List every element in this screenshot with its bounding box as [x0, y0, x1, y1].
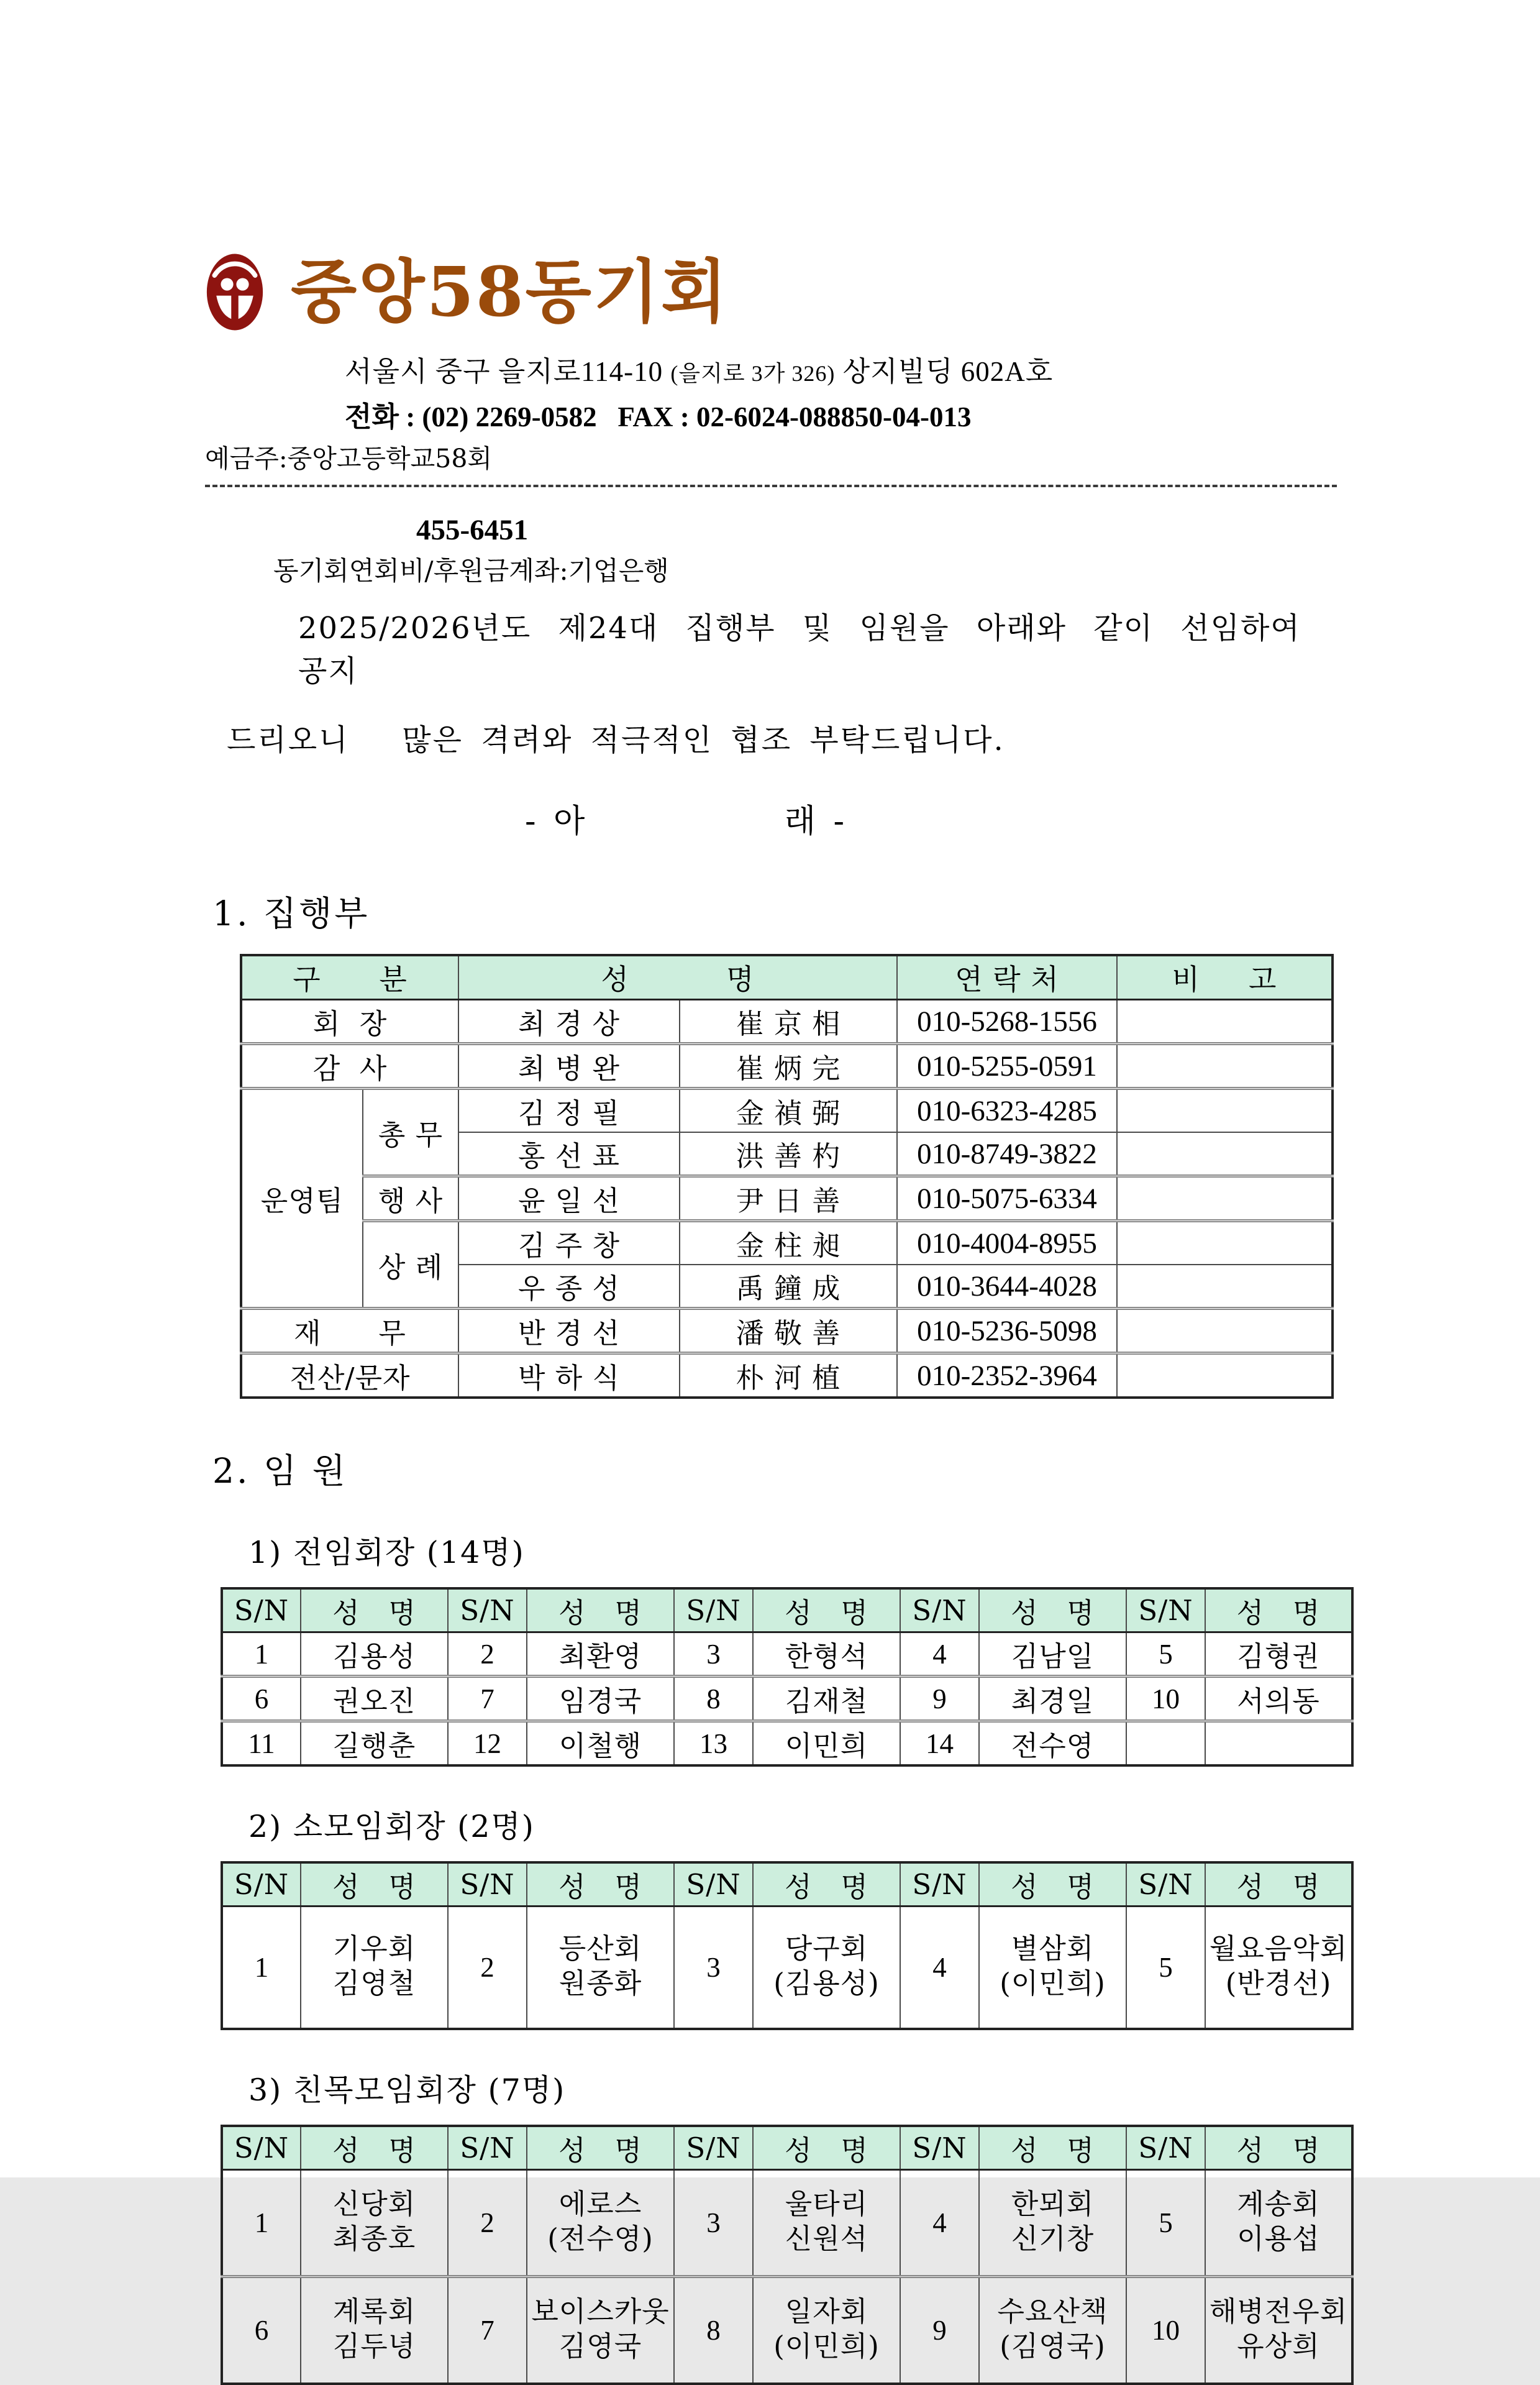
club-name: 등산회	[558, 1931, 642, 1965]
name-cell: 김남일	[979, 1632, 1126, 1677]
account-holder-line: 예금주:중앙고등학교58회	[205, 444, 493, 474]
name-cell: 김 주 창	[458, 1221, 680, 1265]
sn-header: S/N	[448, 2126, 527, 2170]
name-header: 성 명	[527, 1862, 674, 1907]
sn-cell: 5	[1126, 1632, 1205, 1677]
sn-cell: 1	[222, 2170, 301, 2277]
section1-heading: 1. 집행부	[212, 894, 370, 933]
name-cell: 최 병 완	[458, 1044, 680, 1089]
club-name-cell	[979, 1907, 1126, 2030]
sn-cell: 4	[900, 1907, 979, 2030]
sn-header: S/N	[222, 1862, 301, 1907]
past-row-2	[222, 1677, 1352, 1721]
club-name-cell	[753, 2277, 900, 2384]
hanja-cell: 禹 鐘 成	[680, 1265, 897, 1309]
club-president: (반경선)	[1225, 1967, 1332, 2000]
sn-header: S/N	[222, 1588, 301, 1632]
club-name-cell	[527, 2277, 674, 2384]
club-name: 수요산책	[997, 2294, 1108, 2328]
dues-account-line: 동기회연회비/후원금계좌:기업은행	[273, 556, 669, 586]
address-line	[345, 349, 1341, 389]
sn-header: S/N	[1126, 2126, 1205, 2170]
note-cell	[1117, 1176, 1333, 1221]
sn-cell: 2	[448, 1907, 527, 2030]
club-name-cell	[527, 2170, 674, 2277]
address-parenthetical: (을지로 3가 326)	[670, 361, 836, 386]
dashed-separator	[205, 485, 1337, 487]
sn-cell: 2	[448, 2170, 527, 2277]
sn-cell: 4	[900, 2170, 979, 2277]
social-header-row	[222, 2126, 1352, 2170]
name-cell: 한형석	[753, 1632, 900, 1677]
sn-cell: 5	[1126, 1907, 1205, 2030]
role-cell: 회 장	[241, 1000, 458, 1044]
sn-cell: 5	[1126, 2170, 1205, 2277]
sn-cell: 11	[222, 1721, 301, 1766]
letterhead	[205, 245, 1341, 339]
club-name-cell	[301, 2277, 448, 2384]
sn-header: S/N	[674, 1588, 753, 1632]
note-cell	[1117, 1000, 1333, 1044]
phone-cell: 010-5268-1556	[897, 1000, 1117, 1044]
executive-table	[240, 954, 1334, 1399]
hanja-cell: 洪 善 杓	[680, 1132, 897, 1176]
note-cell	[1117, 1089, 1333, 1133]
name-cell: 김형권	[1205, 1632, 1352, 1677]
club-name: 신당회	[332, 2187, 416, 2220]
club-name-cell	[1205, 2277, 1352, 2384]
notice-paragraph-line1: 2025/2026년도 제24대 집행부 및 임원을 아래와 같이 선임하여 공지	[298, 611, 1301, 689]
subrole-cell: 행 사	[363, 1176, 458, 1221]
club-name-cell	[979, 2170, 1126, 2277]
club-president: (김용성)	[773, 1967, 880, 2000]
sn-header: S/N	[900, 1588, 979, 1632]
sn-header: S/N	[1126, 1588, 1205, 1632]
name-cell: 반 경 선	[458, 1309, 680, 1353]
social-presidents-table	[221, 2125, 1354, 2385]
name-cell	[1205, 1721, 1352, 1766]
club-name: 울타리	[785, 2187, 868, 2220]
sn-cell: 9	[900, 1677, 979, 1721]
club-president: (전수영)	[547, 2222, 654, 2255]
name-cell: 김 정 필	[458, 1089, 680, 1133]
exec-header-row	[241, 955, 1333, 1000]
club-name: 보이스카웃	[531, 2294, 670, 2328]
header-name: 성 명	[458, 955, 897, 1000]
sn-cell: 14	[900, 1721, 979, 1766]
club-president: 이용섭	[1237, 2222, 1320, 2255]
club-name: 일자회	[785, 2294, 868, 2328]
phone-cell: 010-8749-3822	[897, 1132, 1117, 1176]
name-header: 성 명	[301, 2126, 448, 2170]
phone-cell: 010-5255-0591	[897, 1044, 1117, 1089]
sn-cell: 6	[222, 1677, 301, 1721]
note-cell	[1117, 1309, 1333, 1353]
phone-cell: 010-2352-3964	[897, 1353, 1117, 1398]
club-presidents-title: 2) 소모임회장 (2명)	[248, 1809, 535, 1844]
header-category: 구 분	[241, 955, 458, 1000]
account-number: 455-6451	[416, 514, 529, 546]
note-cell	[1117, 1044, 1333, 1089]
phone-cell: 010-6323-4285	[897, 1089, 1117, 1133]
club-name-cell	[979, 2277, 1126, 2384]
exec-row-ops-events	[241, 1176, 1333, 1221]
club-president: (이민희)	[773, 2330, 880, 2363]
role-cell: 전산/문자	[241, 1353, 458, 1398]
sn-header: S/N	[448, 1588, 527, 1632]
club-name-cell	[527, 1907, 674, 2030]
club-president: 김두녕	[332, 2330, 416, 2363]
address-main: 서울시 중구 을지로114-10	[345, 356, 671, 387]
exec-row-ops-funeral1	[241, 1221, 1333, 1265]
club-name: 에로스	[558, 2187, 642, 2220]
sn-header: S/N	[448, 1862, 527, 1907]
school-emblem-icon	[205, 249, 265, 336]
club-header-row	[222, 1862, 1352, 1907]
note-cell	[1117, 1265, 1333, 1309]
sn-header: S/N	[674, 1862, 753, 1907]
sn-cell: 6	[222, 2277, 301, 2384]
name-cell: 윤 일 선	[458, 1176, 680, 1221]
phone-fax-line: 전화 : (02) 2269-0582 FAX : 02-6024-088850-04-013	[345, 401, 972, 433]
sn-cell: 7	[448, 1677, 527, 1721]
name-header: 성 명	[979, 1588, 1126, 1632]
hanja-cell: 崔 炳 完	[680, 1044, 897, 1089]
club-name: 별삼회	[1011, 1931, 1095, 1965]
past-row-3	[222, 1721, 1352, 1766]
name-cell: 최경일	[979, 1677, 1126, 1721]
club-name-cell	[301, 2170, 448, 2277]
sn-cell: 8	[674, 1677, 753, 1721]
role-cell: 재 무	[241, 1309, 458, 1353]
club-name: 월요음악회	[1209, 1931, 1348, 1965]
club-row-1	[222, 1907, 1352, 2030]
sn-cell: 10	[1126, 2277, 1205, 2384]
club-presidents-table	[221, 1861, 1354, 2030]
subrole-cell: 총 무	[363, 1089, 458, 1176]
name-cell: 김용성	[301, 1632, 448, 1677]
past-presidents-title: 1) 전임회장 (14명)	[248, 1535, 525, 1570]
name-cell: 서의동	[1205, 1677, 1352, 1721]
sn-cell: 8	[674, 2277, 753, 2384]
exec-row-auditor	[241, 1044, 1333, 1089]
phone-cell: 010-5075-6334	[897, 1176, 1117, 1221]
club-president: 신원석	[785, 2222, 868, 2255]
exec-row-it	[241, 1353, 1333, 1398]
name-cell: 권오진	[301, 1677, 448, 1721]
name-header: 성 명	[979, 1862, 1126, 1907]
name-cell: 길행춘	[301, 1721, 448, 1766]
social-row-2	[222, 2277, 1352, 2384]
name-cell: 김재철	[753, 1677, 900, 1721]
sn-cell: 7	[448, 2277, 527, 2384]
hanja-cell: 潘 敬 善	[680, 1309, 897, 1353]
org-title: 중앙58동기회	[291, 252, 729, 332]
club-name-cell	[1205, 2170, 1352, 2277]
sn-header: S/N	[900, 1862, 979, 1907]
note-cell	[1117, 1221, 1333, 1265]
name-header: 성 명	[301, 1862, 448, 1907]
social-presidents-title: 3) 친목모임회장 (7명)	[248, 2072, 566, 2108]
name-header: 성 명	[979, 2126, 1126, 2170]
name-header: 성 명	[527, 1588, 674, 1632]
past-presidents-table	[221, 1587, 1354, 1767]
sn-cell: 3	[674, 2170, 753, 2277]
hanja-cell: 朴 河 植	[680, 1353, 897, 1398]
role-cell: 감 사	[241, 1044, 458, 1089]
notice-paragraph-line2: 드리오니 많은 격려와 적극적인 협조 부탁드립니다.	[227, 723, 1005, 758]
name-cell: 이민희	[753, 1721, 900, 1766]
past-header-row	[222, 1588, 1352, 1632]
sn-cell: 1	[222, 1632, 301, 1677]
club-president: (이민희)	[1000, 1967, 1106, 2000]
section2-heading: 2. 임 원	[212, 1451, 348, 1491]
club-president: 최종호	[332, 2222, 416, 2255]
name-cell: 홍 선 표	[458, 1132, 680, 1176]
sn-cell: 3	[674, 1907, 753, 2030]
sn-cell: 10	[1126, 1677, 1205, 1721]
club-name-cell	[1205, 1907, 1352, 2030]
name-cell: 최 경 상	[458, 1000, 680, 1044]
name-cell: 최환영	[527, 1632, 674, 1677]
sn-header: S/N	[222, 2126, 301, 2170]
note-cell	[1117, 1353, 1333, 1398]
group-cell: 운영팀	[241, 1089, 363, 1309]
name-header: 성 명	[1205, 1862, 1352, 1907]
name-header: 성 명	[1205, 2126, 1352, 2170]
name-header: 성 명	[301, 1588, 448, 1632]
sn-cell: 3	[674, 1632, 753, 1677]
name-header: 성 명	[1205, 1588, 1352, 1632]
sn-cell: 9	[900, 2277, 979, 2384]
hanja-cell: 金 禎 弼	[680, 1089, 897, 1133]
address-building: 상지빌딩 602A호	[835, 356, 1054, 387]
name-cell: 이철행	[527, 1721, 674, 1766]
club-name-cell	[753, 1907, 900, 2030]
name-header: 성 명	[753, 2126, 900, 2170]
sn-header: S/N	[900, 2126, 979, 2170]
club-president: 김영국	[558, 2330, 642, 2363]
phone-cell: 010-5236-5098	[897, 1309, 1117, 1353]
hanja-cell: 金 柱 昶	[680, 1221, 897, 1265]
note-cell	[1117, 1132, 1333, 1176]
sn-header: S/N	[1126, 1862, 1205, 1907]
sn-cell	[1126, 1721, 1205, 1766]
club-name: 당구회	[785, 1931, 868, 1965]
past-row-1	[222, 1632, 1352, 1677]
club-president: 유상희	[1237, 2330, 1320, 2363]
header-contact: 연 락 처	[897, 955, 1117, 1000]
sn-header: S/N	[674, 2126, 753, 2170]
club-name: 계록회	[332, 2294, 416, 2328]
club-name-cell	[301, 1907, 448, 2030]
club-president: 김영철	[332, 1967, 416, 2000]
name-header: 성 명	[753, 1588, 900, 1632]
hanja-cell: 崔 京 相	[680, 1000, 897, 1044]
exec-row-treasurer	[241, 1309, 1333, 1353]
sn-cell: 2	[448, 1632, 527, 1677]
sn-cell: 1	[222, 1907, 301, 2030]
sn-cell: 13	[674, 1721, 753, 1766]
club-name: 기우회	[332, 1931, 416, 1965]
club-name-cell	[753, 2170, 900, 2277]
name-cell: 우 종 성	[458, 1265, 680, 1309]
phone-cell: 010-4004-8955	[897, 1221, 1117, 1265]
name-cell: 박 하 식	[458, 1353, 680, 1398]
social-row-1	[222, 2170, 1352, 2277]
below-marker: - 아 래 -	[525, 803, 849, 840]
club-president: 원종화	[558, 1967, 642, 2000]
hanja-cell: 尹 日 善	[680, 1176, 897, 1221]
name-header: 성 명	[527, 2126, 674, 2170]
sn-cell: 12	[448, 1721, 527, 1766]
header-note: 비 고	[1117, 955, 1333, 1000]
club-president: 신기창	[1011, 2222, 1095, 2255]
club-name: 계송회	[1237, 2187, 1320, 2220]
club-name: 해병전우회	[1209, 2294, 1348, 2328]
name-cell: 임경국	[527, 1677, 674, 1721]
exec-row-ops-gm1	[241, 1089, 1333, 1133]
sn-cell: 4	[900, 1632, 979, 1677]
exec-row-chairman	[241, 1000, 1333, 1044]
phone-cell: 010-3644-4028	[897, 1265, 1117, 1309]
name-header: 성 명	[753, 1862, 900, 1907]
club-name: 한뫼회	[1011, 2187, 1095, 2220]
club-president: (김영국)	[1000, 2330, 1106, 2363]
subrole-cell: 상 례	[363, 1221, 458, 1309]
name-cell: 전수영	[979, 1721, 1126, 1766]
